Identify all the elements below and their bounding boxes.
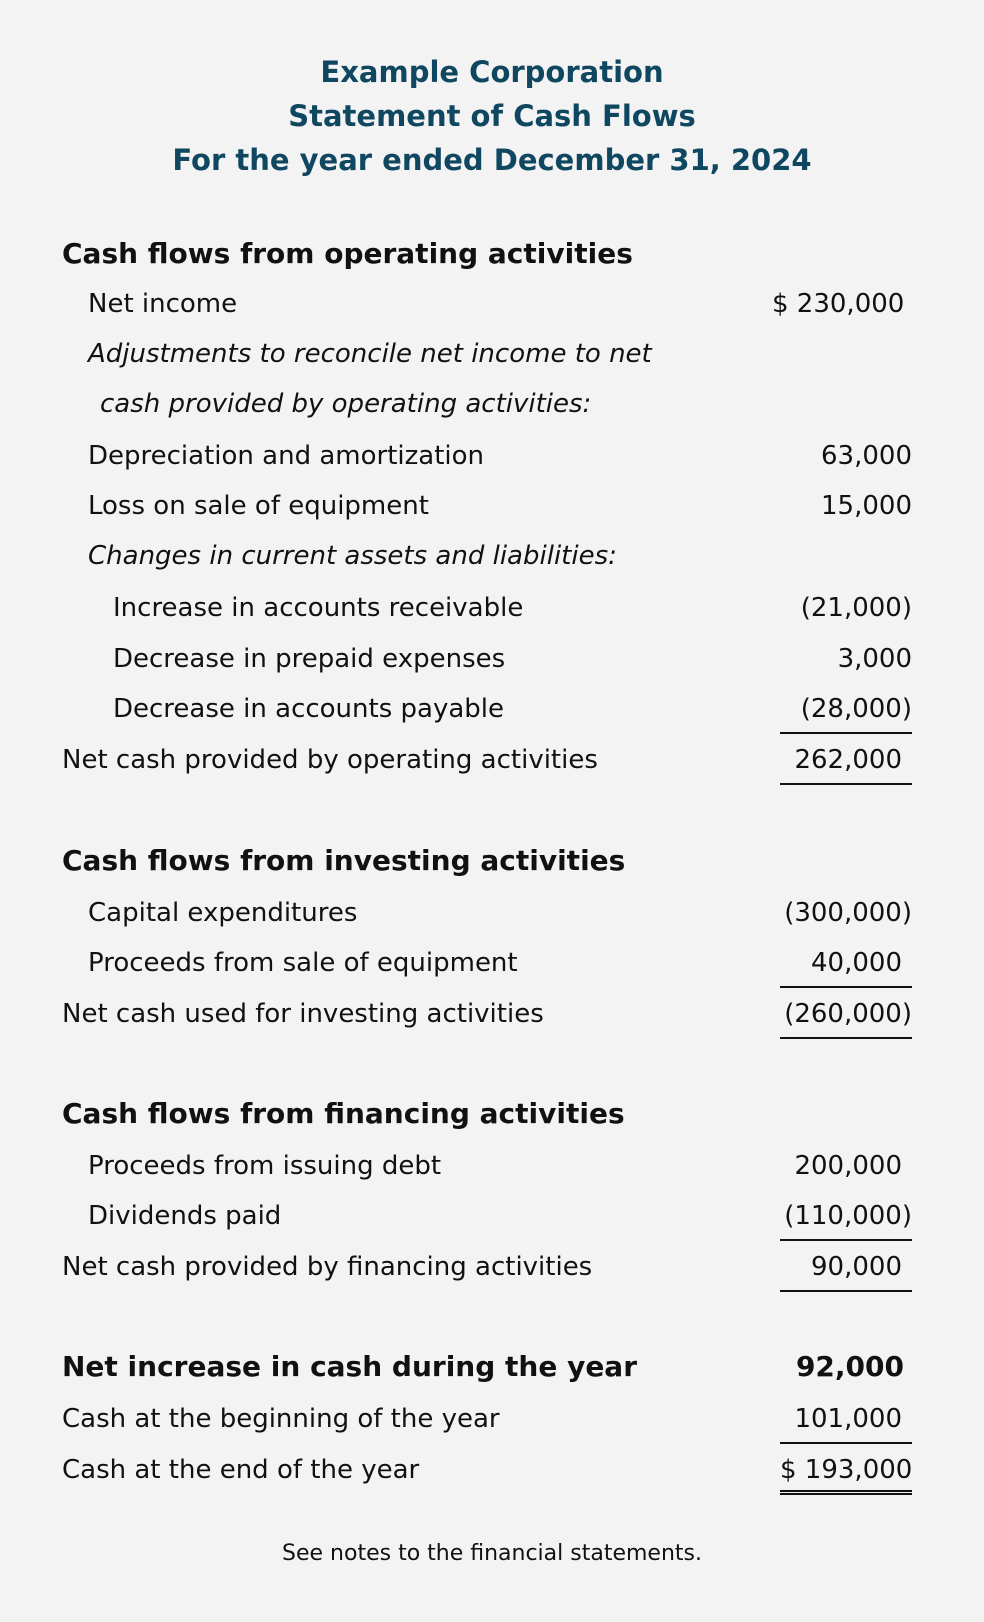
issuing-debt-label: Proceeds from issuing debt: [88, 1151, 442, 1181]
operating-net-label: Net cash provided by operating activities: [62, 745, 598, 775]
statement-period: For the year ended December 31, 2024: [172, 143, 812, 177]
capex-label: Capital expenditures: [88, 898, 358, 928]
accounts-payable-amount: (28,000): [780, 684, 912, 734]
investing-heading: Cash flows from investing activities: [62, 844, 626, 877]
financing-net-row: [0, 1242, 984, 1292]
proceeds-equipment-row: [0, 938, 984, 988]
beginning-cash-label: Cash at the beginning of the year: [62, 1404, 500, 1434]
depreciation-label: Depreciation and amortization: [88, 441, 484, 471]
net-income-label: Net income: [88, 289, 238, 319]
changes-heading: Changes in current assets and liabilities:: [88, 541, 617, 571]
issuing-debt-row: [0, 1141, 984, 1191]
company-name: Example Corporation: [320, 55, 664, 89]
statement-header: [0, 50, 984, 182]
accounts-payable-label: Decrease in accounts payable: [113, 694, 505, 724]
accounts-receivable-row: [0, 583, 984, 633]
net-increase-row: [0, 1342, 984, 1392]
operating-heading: Cash flows from operating activities: [62, 237, 633, 270]
adjustments-row-2: [0, 379, 984, 429]
ending-cash-label: Cash at the end of the year: [62, 1455, 420, 1485]
loss-on-sale-label: Loss on sale of equipment: [88, 491, 429, 521]
financing-heading-row: [0, 1089, 984, 1139]
financing-net-amount: 90,000: [780, 1242, 912, 1292]
prepaid-expenses-label: Decrease in prepaid expenses: [113, 644, 506, 674]
footnote: See notes to the financial statements.: [282, 1541, 702, 1566]
issuing-debt-amount: 200,000: [794, 1151, 902, 1181]
proceeds-equipment-amount: 40,000: [780, 938, 912, 988]
beginning-cash-amount: 101,000: [780, 1394, 912, 1444]
investing-net-row: [0, 989, 984, 1039]
net-increase-label: Net increase in cash during the year: [62, 1350, 638, 1383]
prepaid-expenses-row: [0, 634, 984, 684]
accounts-receivable-amount: (21,000): [800, 593, 912, 623]
dividends-label: Dividends paid: [88, 1201, 282, 1231]
investing-net-label: Net cash used for investing activities: [62, 999, 544, 1029]
capex-row: [0, 888, 984, 938]
adjustments-label-2: cash provided by operating activities:: [100, 389, 592, 419]
statement-title: Statement of Cash Flows: [288, 99, 696, 133]
investing-heading-row: [0, 836, 984, 886]
financing-heading: Cash flows from financing activities: [62, 1097, 625, 1130]
accounts-receivable-label: Increase in accounts receivable: [113, 593, 524, 623]
operating-net-row: [0, 735, 984, 785]
financing-net-label: Net cash provided by financing activities: [62, 1252, 593, 1282]
depreciation-row: [0, 431, 984, 481]
investing-net-amount: (260,000): [780, 989, 912, 1039]
dividends-row: [0, 1191, 984, 1241]
prepaid-expenses-amount: 3,000: [837, 644, 912, 674]
ending-cash-row: [0, 1445, 984, 1495]
proceeds-equipment-label: Proceeds from sale of equipment: [88, 948, 518, 978]
beginning-cash-row: [0, 1394, 984, 1444]
adjustments-row-1: [0, 329, 984, 379]
operating-net-amount: 262,000: [780, 735, 912, 785]
accounts-payable-row: [0, 684, 984, 734]
operating-heading-row: [0, 229, 984, 279]
dividends-amount: (110,000): [780, 1191, 912, 1241]
capex-amount: (300,000): [784, 898, 912, 928]
adjustments-label-1: Adjustments to reconcile net income to net: [88, 339, 652, 369]
net-income-row: [0, 279, 984, 329]
changes-heading-row: [0, 531, 984, 581]
depreciation-amount: 63,000: [821, 441, 912, 471]
net-income-amount: $ 230,000: [772, 289, 905, 319]
loss-on-sale-row: [0, 481, 984, 531]
net-increase-amount: 92,000: [795, 1350, 904, 1383]
loss-on-sale-amount: 15,000: [821, 491, 912, 521]
ending-cash-amount: $ 193,000: [780, 1445, 912, 1495]
